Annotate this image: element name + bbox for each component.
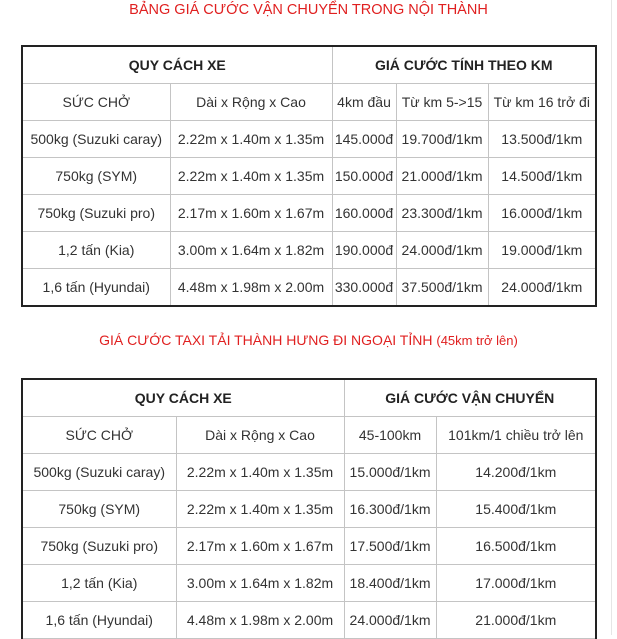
table1-group-vehicle-spec: QUY CÁCH XE <box>22 46 332 84</box>
table-row <box>22 454 596 491</box>
table2-group-shipping-price: GIÁ CƯỚC VẬN CHUYỂN <box>344 379 596 417</box>
cell-first-4km: 160.000đ <box>332 195 396 232</box>
table1-group-price-per-km: GIÁ CƯỚC TÍNH THEO KM <box>332 46 596 84</box>
cell-km-5-15: 24.000đ/1km <box>396 232 488 269</box>
table2-col-101km-plus: 101km/1 chiều trở lên <box>436 417 596 454</box>
table-row <box>22 528 596 565</box>
cell-dimensions: 2.22m x 1.40m x 1.35m <box>170 158 332 195</box>
table-row <box>22 491 596 528</box>
cell-dimensions: 2.22m x 1.40m x 1.35m <box>176 491 344 528</box>
cell-capacity: 750kg (Suzuki pro) <box>22 528 176 565</box>
table1-col-dimensions: Dài x Rộng x Cao <box>170 84 332 121</box>
table-row <box>22 232 596 269</box>
section2-title-text: GIÁ CƯỚC TAXI TẢI THÀNH HƯNG ĐI NGOẠI TỈNH <box>99 332 433 348</box>
table2-column-header-row <box>22 417 596 454</box>
cell-km-5-15: 19.700đ/1km <box>396 121 488 158</box>
table2-group-vehicle-spec: QUY CÁCH XE <box>22 379 344 417</box>
cell-km-16-plus: 24.000đ/1km <box>488 269 596 307</box>
cell-capacity: 500kg (Suzuki caray) <box>22 121 170 158</box>
page-right-rule <box>611 0 612 635</box>
cell-dimensions: 2.22m x 1.40m x 1.35m <box>176 454 344 491</box>
cell-45-100km: 15.000đ/1km <box>344 454 436 491</box>
cell-45-100km: 17.500đ/1km <box>344 528 436 565</box>
table2-col-45-100km: 45-100km <box>344 417 436 454</box>
table-row <box>22 602 596 639</box>
table1-col-km-16-plus: Từ km 16 trở đi <box>488 84 596 121</box>
table-row <box>22 158 596 195</box>
section1-title-text: BẢNG GIÁ CƯỚC VẬN CHUYỂN TRONG NỘI THÀNH <box>129 2 488 18</box>
cell-101km-plus: 15.400đ/1km <box>436 491 596 528</box>
cell-45-100km: 24.000đ/1km <box>344 602 436 639</box>
cell-km-16-plus: 14.500đ/1km <box>488 158 596 195</box>
cell-km-16-plus: 13.500đ/1km <box>488 121 596 158</box>
cell-capacity: 1,6 tấn (Hyundai) <box>22 602 176 639</box>
cell-dimensions: 2.17m x 1.60m x 1.67m <box>170 195 332 232</box>
cell-first-4km: 190.000đ <box>332 232 396 269</box>
cell-first-4km: 330.000đ <box>332 269 396 307</box>
table1-col-capacity: SỨC CHỞ <box>22 84 170 121</box>
table2-col-capacity: SỨC CHỞ <box>22 417 176 454</box>
cell-capacity: 750kg (Suzuki pro) <box>22 195 170 232</box>
table1-col-first-4km: 4km đầu <box>332 84 396 121</box>
table2-col-dimensions: Dài x Rộng x Cao <box>176 417 344 454</box>
table2-group-header-row <box>22 379 596 417</box>
cell-first-4km: 145.000đ <box>332 121 396 158</box>
cell-km-16-plus: 19.000đ/1km <box>488 232 596 269</box>
table1-group-header-row <box>22 46 596 84</box>
cell-101km-plus: 16.500đ/1km <box>436 528 596 565</box>
cell-first-4km: 150.000đ <box>332 158 396 195</box>
cell-101km-plus: 21.000đ/1km <box>436 602 596 639</box>
cell-capacity: 750kg (SYM) <box>22 158 170 195</box>
section1-title <box>0 2 617 18</box>
table1-column-header-row <box>22 84 596 121</box>
cell-45-100km: 18.400đ/1km <box>344 565 436 602</box>
cell-101km-plus: 17.000đ/1km <box>436 565 596 602</box>
cell-km-5-15: 23.300đ/1km <box>396 195 488 232</box>
cell-dimensions: 4.48m x 1.98m x 2.00m <box>170 269 332 307</box>
cell-capacity: 500kg (Suzuki caray) <box>22 454 176 491</box>
cell-capacity: 750kg (SYM) <box>22 491 176 528</box>
cell-km-5-15: 37.500đ/1km <box>396 269 488 307</box>
cell-km-16-plus: 16.000đ/1km <box>488 195 596 232</box>
cell-dimensions: 3.00m x 1.64m x 1.82m <box>176 565 344 602</box>
cell-capacity: 1,2 tấn (Kia) <box>22 232 170 269</box>
table-row <box>22 195 596 232</box>
cell-capacity: 1,2 tấn (Kia) <box>22 565 176 602</box>
section2-title <box>0 332 617 348</box>
cell-dimensions: 2.17m x 1.60m x 1.67m <box>176 528 344 565</box>
cell-dimensions: 2.22m x 1.40m x 1.35m <box>170 121 332 158</box>
table-row <box>22 121 596 158</box>
table1-col-km-5-15: Từ km 5->15 <box>396 84 488 121</box>
cell-45-100km: 16.300đ/1km <box>344 491 436 528</box>
table-row <box>22 565 596 602</box>
intercity-price-table <box>21 378 597 639</box>
cell-km-5-15: 21.000đ/1km <box>396 158 488 195</box>
cell-dimensions: 3.00m x 1.64m x 1.82m <box>170 232 332 269</box>
section2-title-note: (45km trở lên) <box>436 333 518 348</box>
cell-101km-plus: 14.200đ/1km <box>436 454 596 491</box>
cell-dimensions: 4.48m x 1.98m x 2.00m <box>176 602 344 639</box>
inner-city-price-table <box>21 45 597 307</box>
table-row <box>22 269 596 307</box>
cell-capacity: 1,6 tấn (Hyundai) <box>22 269 170 307</box>
